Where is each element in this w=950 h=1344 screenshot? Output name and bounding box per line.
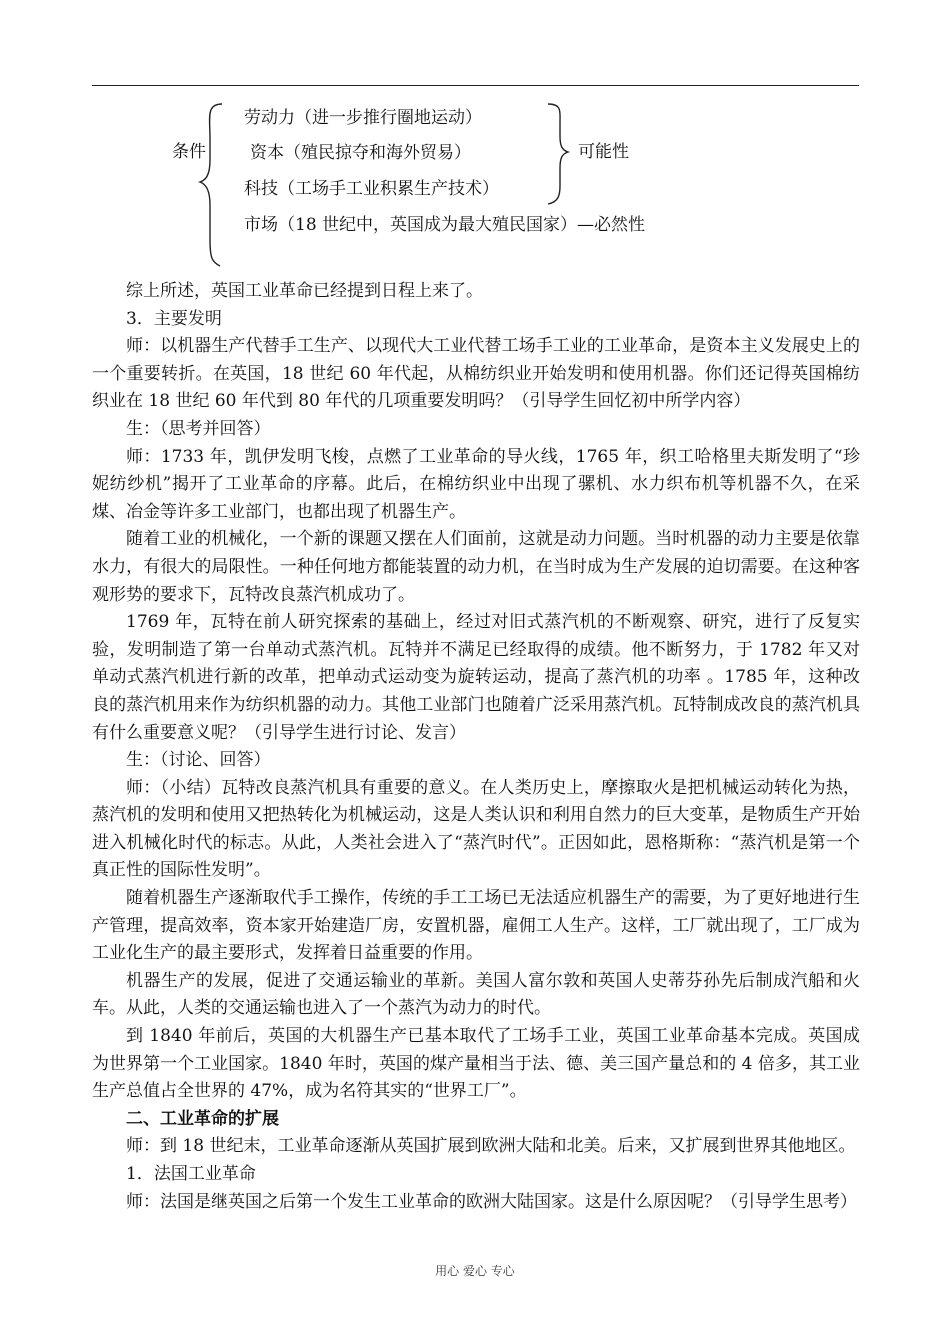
paragraph: 师：（小结）瓦特改良蒸汽机具有重要的意义。在人类历史上，摩擦取火是把机械运动转化为热，蒸汽机的发明和使用又把热转化为机械运动，这是人类认识和利用自然力的巨大变革，是物质生产开始进入机械化时代的标志。从此，人类社会进入了“蒸汽时代”。正因如此，恩格斯称：“蒸汽机是第一个真正性的国际性发明”。 [92, 777, 860, 881]
condition-market: 市场（18 世纪中，英国成为最大殖民国家）—必然性 [244, 215, 646, 235]
brace-graphics [0, 0, 950, 300]
paragraph: 1769 年，瓦特在前人研究探索的基础上，经过对旧式蒸汽机的不断观察、研究，进行了反复实验，发明制造了第一台单动式蒸汽机。瓦特并不满足已经取得的成绩。他不断努力，于 1782 年又对单动式蒸汽机进行新的改革，把单动式运动变为旋转运动，提高了蒸汽机的功率 。1785 年，这种改良的蒸汽机用来作为纺织机器的动力。其他工业部门也随着广泛采用蒸汽机。瓦特制成改良的蒸汽机具有什么重要意义呢？（引导学生进行讨论、发言） [92, 612, 860, 743]
paragraph: 师：到 18 世纪末，工业革命逐渐从英国扩展到欧洲大陆和北美。后来，又扩展到世界其他地区。 [126, 1136, 856, 1157]
condition-capital: 资本（殖民掠夺和海外贸易） [250, 143, 471, 163]
right-brace [548, 104, 568, 204]
paragraph: 师：以机器生产代替手工生产、以现代大工业代替工场手工业的工业革命，是资本主义发展史上的一个重要转折。在英国，18 世纪 60 年代起，从棉纺织业开始发明和使用机器。你们还记得英国棉纺织业在 18 世纪 60 年代到 80 年代的几项重要发明吗？（引导学生回忆初中所学内容） [92, 336, 860, 412]
section-number: 1．法国工业革命 [126, 1164, 256, 1184]
condition-technology: 科技（工场手工业积累生产技术） [244, 179, 499, 199]
section-heading: 二、工业革命的扩展 [126, 1108, 279, 1129]
page-footer: 用心 爱心 专心 [435, 1264, 515, 1278]
condition-labor: 劳动力（进一步推行圈地运动） [244, 108, 482, 128]
body-text [92, 278, 860, 1216]
conditions-label: 条件 [172, 142, 206, 162]
paragraph: 师：法国是继英国之后第一个发生工业革命的欧洲大陆国家。这是什么原因呢？（引导学生思考） [126, 1191, 857, 1212]
paragraph: 随着工业的机械化，一个新的课题又摆在人们面前，这就是动力问题。当时机器的动力主要是依靠水力，有很大的局限性。一种任何地方都能装置的动力机，在当时成为生产发展的迫切需要。在这种客观形势的要求下，瓦特改良蒸汽机成功了。 [92, 529, 860, 605]
paragraph: 生：（思考并回答） [126, 418, 271, 439]
left-brace [200, 104, 222, 266]
paragraph: 综上所述，英国工业革命已经提到日程上来了。 [126, 281, 483, 301]
paragraph: 机器生产的发展，促进了交通运输业的革新。美国人富尔敦和英国人史蒂芬孙先后制成汽船和火车。从此，人类的交通运输也进入了一个蒸汽为动力的时代。 [92, 970, 860, 1019]
possibility-label: 可能性 [578, 142, 629, 162]
paragraph: 师：1733 年，凯伊发明飞梭，点燃了工业革命的导火线，1765 年，织工哈格里夫斯发明了“珍妮纺纱机”揭开了工业革命的序幕。此后，在棉纺织业中出现了骡机、水力织布机等机器不久，在采煤、冶金等许多工业部门，也都出现了机器生产。 [92, 446, 860, 522]
section-number: 3．主要发明 [126, 308, 222, 329]
paragraph: 随着机器生产逐渐取代手工操作，传统的手工工场已无法适应机器生产的需要，为了更好地进行生产管理，提高效率，资本家开始建造厂房，安置机器，雇佣工人生产。这样，工厂就出现了，工厂成为工业化生产的最主要形式，发挥着日益重要的作用。 [92, 888, 860, 964]
paragraph: 生：（讨论、回答） [126, 750, 271, 771]
paragraph: 到 1840 年前后，英国的大机器生产已基本取代了工场手工业，英国工业革命基本完成。英国成为世界第一个工业国家。1840 年时，英国的煤产量相当于法、德、美三国产量总和的 4 倍多，其工业生产总值占全世界的 47%，成为名符其实的“世界工厂”。 [92, 1026, 860, 1102]
